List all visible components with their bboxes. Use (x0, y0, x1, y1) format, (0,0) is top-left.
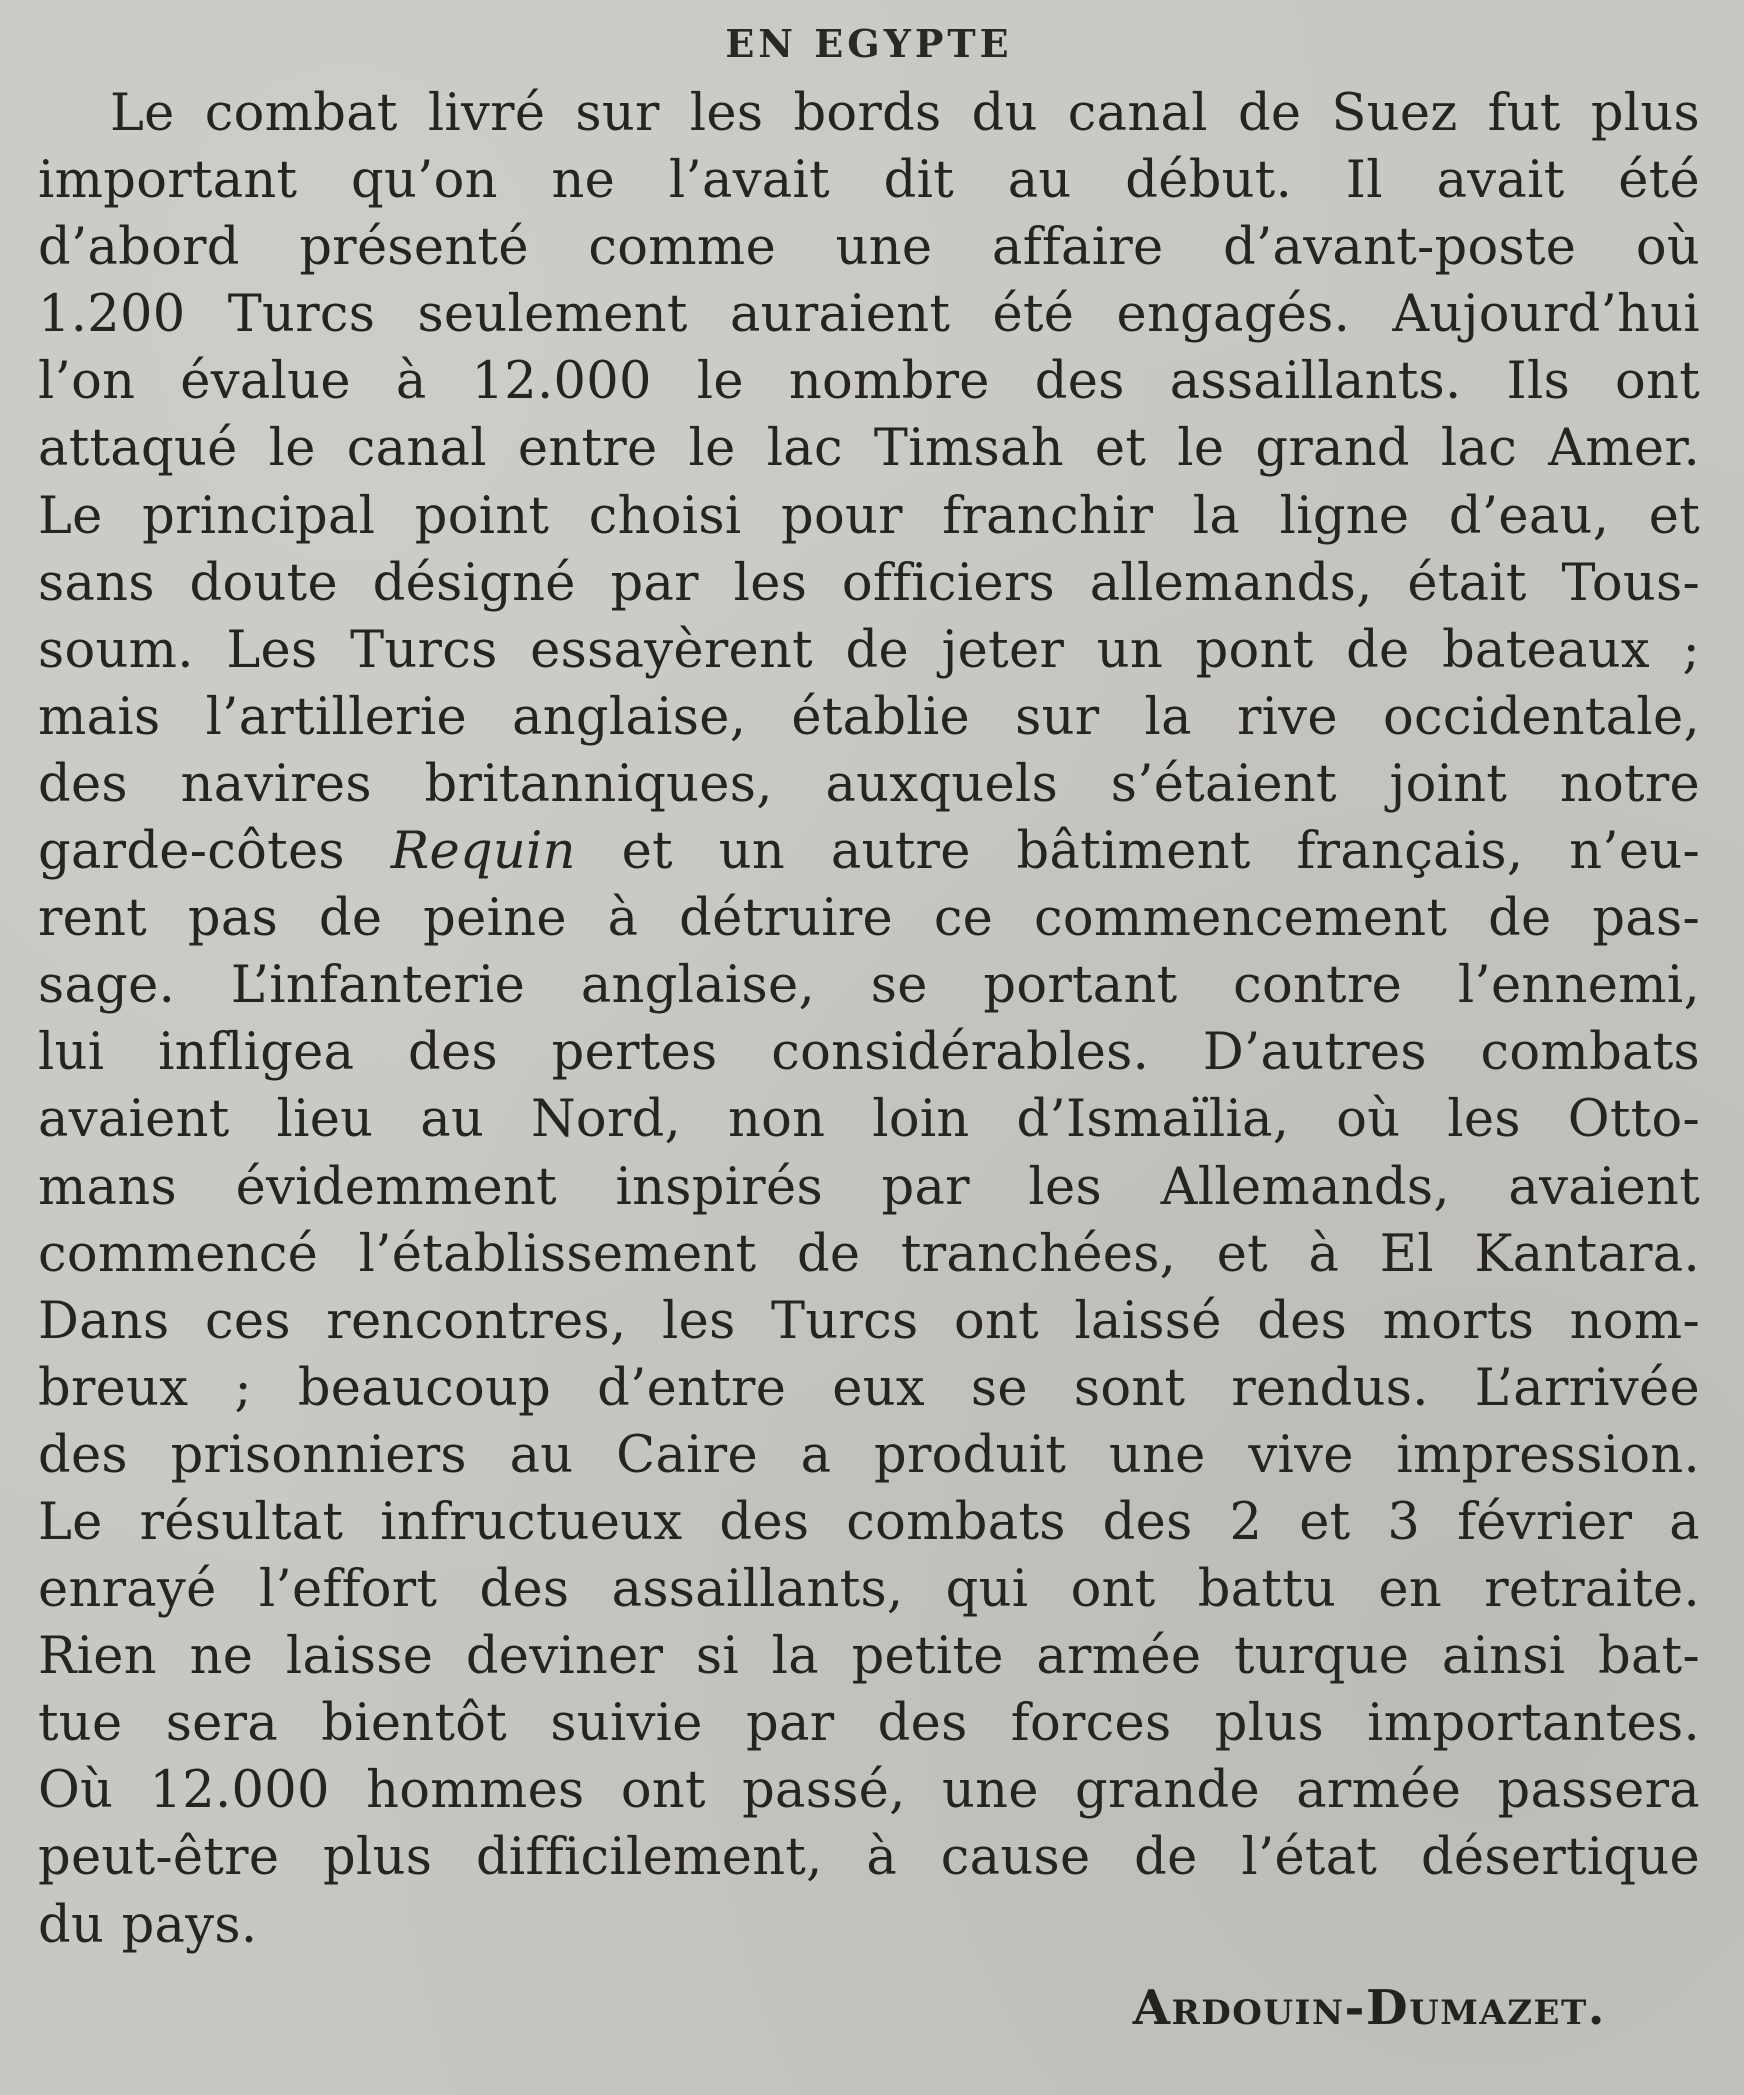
text-line: important qu’on ne l’avait dit au début. Il avait été (38, 151, 1700, 211)
text-line: des prisonniers au Caire a produit une vive impression. (38, 1425, 1700, 1485)
article-page (38, 18, 1700, 2078)
ship-name-requin: Requin (390, 822, 576, 882)
text-fragment: et un autre bâtiment français, n’eu- (621, 822, 1701, 882)
article-title: EN EGYPTE (725, 21, 1013, 66)
text-line: mais l’artillerie anglaise, établie sur la rive occidentale, (38, 687, 1700, 747)
text-line: rent pas de peine à détruire ce commencement de pas- (38, 889, 1700, 949)
text-line: breux ; beaucoup d’entre eux se sont rendus. L’arrivée (38, 1358, 1700, 1418)
text-fragment: garde-côtes (38, 822, 345, 882)
text-line: attaqué le canal entre le lac Timsah et le grand lac Amer. (38, 419, 1700, 479)
article-body (38, 80, 1700, 1959)
text-line: des navires britanniques, auxquels s’étaient joint notre (38, 754, 1700, 814)
text-line: Le résultat infructueux des combats des 2 et 3 février a (38, 1492, 1700, 1552)
text-line: l’on évalue à 12.000 le nombre des assaillants. Ils ont (38, 352, 1700, 412)
text-line: soum. Les Turcs essayèrent de jeter un pont de bateaux ; (38, 620, 1700, 680)
author-signature: Ardouin-Dumazet. (1132, 1980, 1606, 2036)
text-line: Rien ne laisse deviner si la petite armée turque ainsi bat- (38, 1627, 1700, 1687)
text-line: 1.200 Turcs seulement auraient été engagés. Aujourd’hui (38, 285, 1700, 345)
text-line: enrayé l’effort des assaillants, qui ont battu en retraite. (38, 1560, 1700, 1620)
text-line: avaient lieu au Nord, non loin d’Ismaïlia, où les Otto- (38, 1090, 1700, 1150)
text-line: sans doute désigné par les officiers allemands, était Tous- (38, 553, 1700, 613)
text-line: Dans ces rencontres, les Turcs ont laissé des morts nom- (38, 1291, 1700, 1351)
text-line-with-ship-name (38, 818, 1700, 885)
text-line: Le combat livré sur les bords du canal de Suez fut plus (110, 84, 1700, 143)
text-line: commencé l’établissement de tranchées, et à El Kantara. (38, 1224, 1700, 1284)
text-line: tue sera bientôt suivie par des forces plus importantes. (38, 1694, 1700, 1754)
text-line: d’abord présenté comme une affaire d’avant-poste où (38, 218, 1700, 278)
text-line: sage. L’infanterie anglaise, se portant contre l’ennemi, (38, 956, 1700, 1016)
text-line: du pays. (38, 1895, 258, 1955)
text-line: peut-être plus difficilement, à cause de l’état désertique (38, 1828, 1700, 1888)
text-line: Le principal point choisi pour franchir la ligne d’eau, et (38, 486, 1700, 546)
text-line: mans évidemment inspirés par les Allemands, avaient (38, 1157, 1700, 1217)
text-line: Où 12.000 hommes ont passé, une grande armée passera (38, 1761, 1700, 1821)
text-line: lui infligea des pertes considérables. D’autres combats (38, 1023, 1700, 1083)
